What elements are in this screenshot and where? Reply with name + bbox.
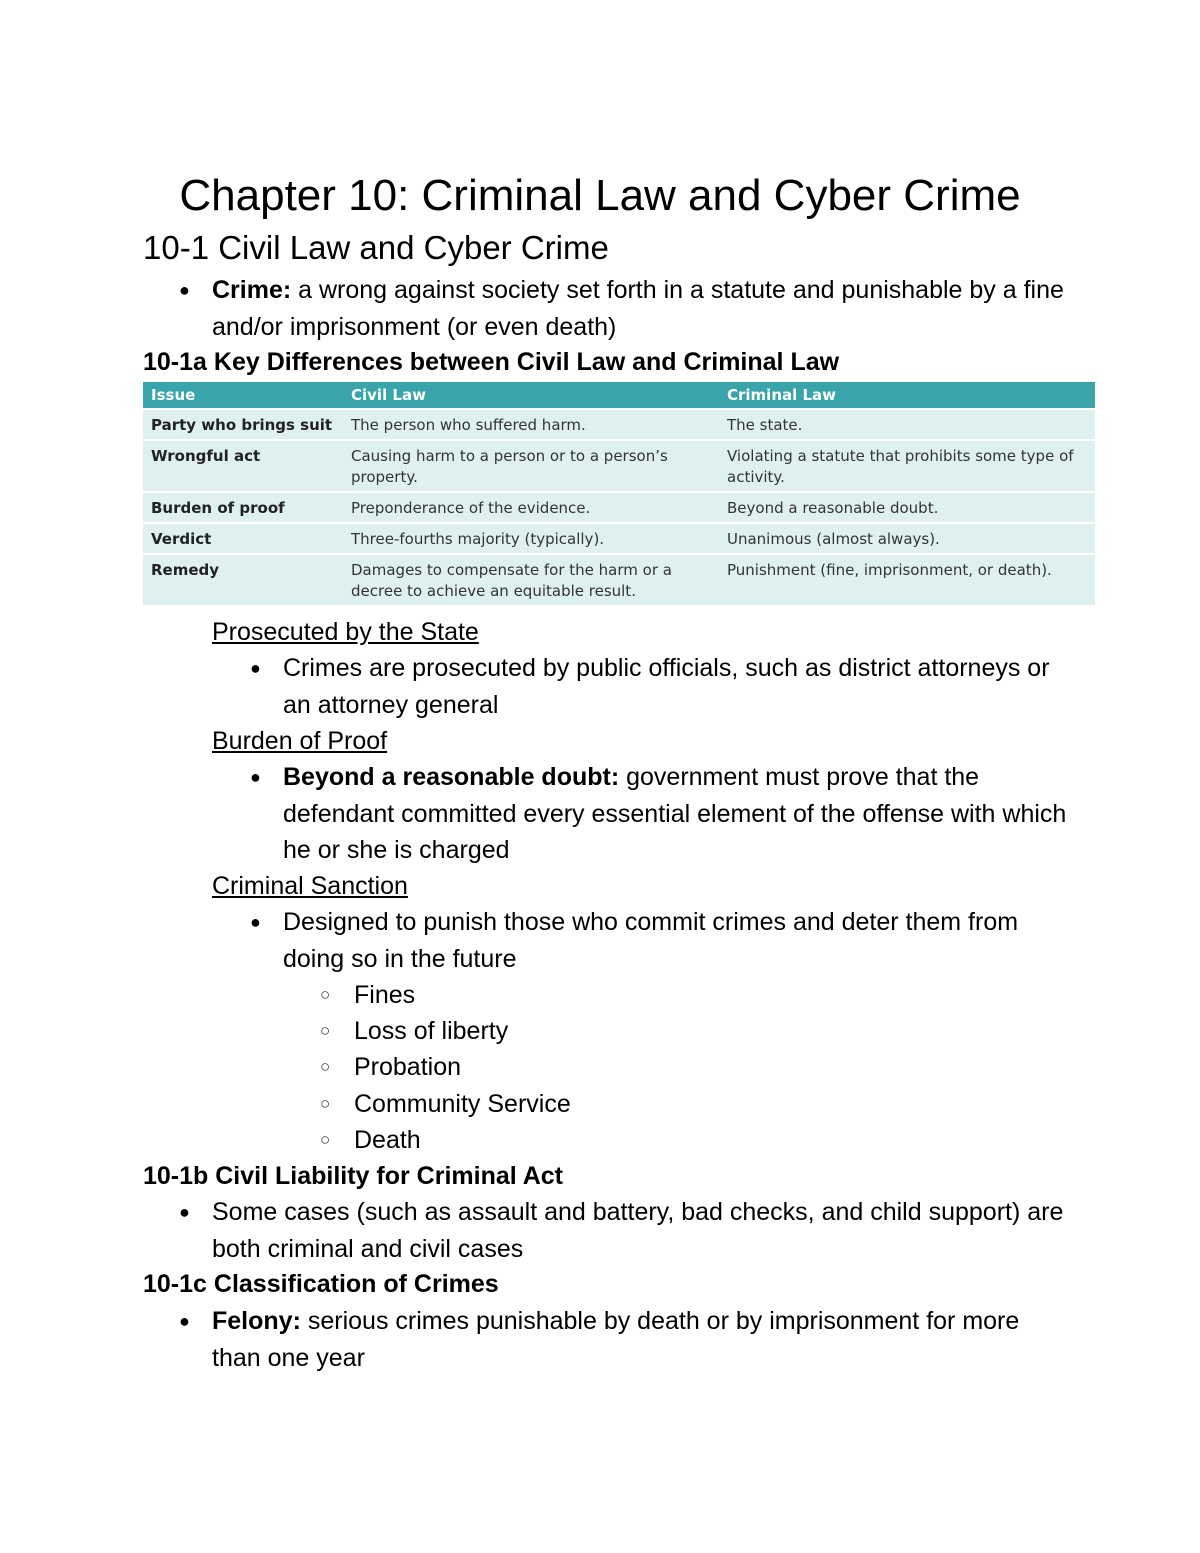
comparison-table xyxy=(143,382,1095,605)
bullet-dot-icon: ● xyxy=(250,658,261,678)
hollow-circle-icon: ○ xyxy=(320,985,331,1004)
table-cell-issue: Remedy xyxy=(143,554,343,605)
term-felony: Felony: xyxy=(212,1307,301,1335)
bullet-sanction xyxy=(250,904,1073,977)
bullet-text: Some cases (such as assault and battery, bad checks, and child support) are both criminal and civil cases xyxy=(212,1198,1064,1263)
bullet-felony xyxy=(179,1303,1072,1376)
bullet-dot-icon: ● xyxy=(179,1202,190,1222)
table-cell-criminal: Violating a statute that prohibits some type of activity. xyxy=(719,440,1095,492)
bullet-prosecuted xyxy=(250,650,1073,723)
table-header-cell: Civil Law xyxy=(343,382,719,409)
bullet-dot-icon: ● xyxy=(250,767,261,787)
bullet-dot-icon: ● xyxy=(179,280,190,300)
section-heading-10-1a: 10-1a Key Differences between Civil Law and Criminal Law xyxy=(143,348,840,376)
bullet-text: Crimes are prosecuted by public officials, such as district attorneys or an attorney general xyxy=(283,654,1050,719)
hollow-circle-icon: ○ xyxy=(320,1130,331,1149)
table-header-row xyxy=(143,382,1095,409)
subheading-burden: Burden of Proof xyxy=(212,727,388,755)
table-cell-civil: Preponderance of the evidence. xyxy=(343,492,719,523)
table-cell-issue: Wrongful act xyxy=(143,440,343,492)
definition-crime: a wrong against society set forth in a statute and punishable by a fine and/or imprisonment (or even death) xyxy=(212,276,1064,341)
table-cell-criminal: Beyond a reasonable doubt. xyxy=(719,492,1095,523)
table-cell-issue: Party who brings suit xyxy=(143,409,343,440)
table-cell-criminal: Punishment (fine, imprisonment, or death). xyxy=(719,554,1095,605)
page-title: Chapter 10: Criminal Law and Cyber Crime xyxy=(179,171,1021,220)
section-heading-10-1: 10-1 Civil Law and Cyber Crime xyxy=(143,229,609,266)
table-cell-issue: Verdict xyxy=(143,523,343,554)
table-row xyxy=(143,440,1095,492)
sub-bullet-item: ○ Death xyxy=(354,1122,421,1159)
hollow-circle-icon: ○ xyxy=(320,1057,331,1076)
table-cell-civil: Three-fourths majority (typically). xyxy=(343,523,719,554)
sub-bullet-item: ○ Loss of liberty xyxy=(354,1013,508,1050)
table-row xyxy=(143,492,1095,523)
sub-bullet-item: ○ Fines xyxy=(354,977,415,1014)
table-cell-issue: Burden of proof xyxy=(143,492,343,523)
table-header-cell: Criminal Law xyxy=(719,382,1095,409)
hollow-circle-icon: ○ xyxy=(320,1021,331,1040)
section-heading-10-1c: 10-1c Classification of Crimes xyxy=(143,1270,499,1298)
bullet-dot-icon: ● xyxy=(250,912,261,932)
table-row xyxy=(143,523,1095,554)
bullet-text: government must prove that the defendant committed every essential element of the offense with which he or she is charged xyxy=(283,763,1067,864)
bullet-text: Designed to punish those who commit crimes and deter them from doing so in the future xyxy=(283,908,1019,973)
bullet-dot-icon: ● xyxy=(179,1311,190,1331)
sub-bullet-item: ○ Probation xyxy=(354,1049,461,1086)
section-heading-10-1b: 10-1b Civil Liability for Criminal Act xyxy=(143,1162,563,1190)
table-cell-criminal: Unanimous (almost always). xyxy=(719,523,1095,554)
bullet-crime xyxy=(179,272,1072,345)
bullet-text: serious crimes punishable by death or by imprisonment for more than one year xyxy=(212,1307,1020,1372)
sub-bullet-item: ○ Community Service xyxy=(354,1086,571,1123)
table-header-cell: Issue xyxy=(143,382,343,409)
table-row xyxy=(143,554,1095,605)
table-cell-civil: Damages to compensate for the harm or a decree to achieve an equitable result. xyxy=(343,554,719,605)
table-cell-civil: Causing harm to a person or to a person’s property. xyxy=(343,440,719,492)
table-cell-civil: The person who suffered harm. xyxy=(343,409,719,440)
term-crime: Crime: xyxy=(212,276,292,304)
table-row xyxy=(143,409,1095,440)
bullet-burden xyxy=(250,759,1073,869)
bullet-civil-liability xyxy=(179,1194,1072,1267)
subheading-sanction: Criminal Sanction xyxy=(212,872,408,900)
table-cell-criminal: The state. xyxy=(719,409,1095,440)
hollow-circle-icon: ○ xyxy=(320,1094,331,1113)
subheading-prosecuted: Prosecuted by the State xyxy=(212,618,479,646)
term-reasonable-doubt: Beyond a reasonable doubt: xyxy=(283,763,620,791)
